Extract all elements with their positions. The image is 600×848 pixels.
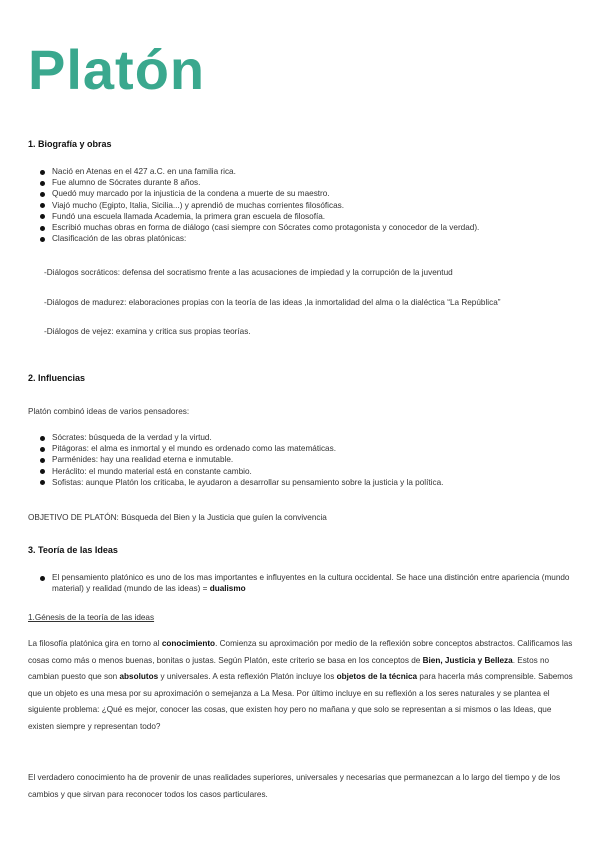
list-item: Escribió muchas obras en forma de diálogo (casi siempre con Sócrates como protagonista y conocedor de la verdad).: [40, 222, 479, 233]
bullet-icon: [40, 458, 45, 463]
bullet-icon: [40, 181, 45, 186]
list-item: Parménides: hay una realidad eterna e inmutable.: [40, 454, 443, 465]
list-item: Sócrates: búsqueda de la verdad y la virtud.: [40, 432, 443, 443]
list-item: Clasificación de las obras platónicas:: [40, 233, 479, 244]
bullet-icon: [40, 214, 45, 219]
list-item: Fue alumno de Sócrates durante 8 años.: [40, 177, 479, 188]
dialogue-type-3: -Diálogos de vejez: examina y critica sus propias teorías.: [44, 327, 251, 336]
influences-list: [40, 432, 443, 488]
bullet-icon: [40, 226, 45, 231]
bullet-icon: [40, 436, 45, 441]
bullet-icon: [40, 237, 45, 242]
dialogue-type-2: -Diálogos de madurez: elaboraciones propias con la teoría de las ideas ,la inmortalidad del alma o la dialéctica “La República”: [44, 298, 501, 307]
dialogue-type-1: -Diálogos socráticos: defensa del socratismo frente a las acusaciones de impiedad y la corrupción de la juventud: [44, 268, 453, 277]
subsection-heading: 1.Génesis de la teoría de las ideas: [28, 613, 155, 622]
list-item: Nació en Atenas en el 427 a.C. en una familia rica.: [40, 166, 479, 177]
bullet-icon: [40, 203, 45, 208]
list-item: Heráclito: el mundo material está en constante cambio.: [40, 466, 443, 477]
list-item: Pitágoras: el alma es inmortal y el mundo es ordenado como las matemáticas.: [40, 443, 443, 454]
paragraph-2: El verdadero conocimiento ha de provenir de unas realidades superiores, universales y necesarias que permanezcan a lo largo del tiempo y de los cambios y que sirvan para reconocer todos los casos particulares.: [28, 773, 561, 799]
section-heading-2: 2. Influencias: [28, 373, 86, 383]
section-heading-1: 1. Biografía y obras: [28, 139, 112, 149]
list-item: Sofistas: aunque Platón los criticaba, le ayudaron a desarrollar su pensamiento sobre la justicia y la política.: [40, 477, 443, 488]
influences-intro: Platón combinó ideas de varios pensadores:: [28, 407, 190, 416]
bullet-icon: [40, 447, 45, 452]
list-item: Viajó mucho (Egipto, Italia, Sicilia...) y aprendió de muchas corrientes filosóficas.: [40, 200, 479, 211]
bullet-icon: [40, 469, 45, 474]
bullet-icon: [40, 576, 45, 581]
list-item: El pensamiento platónico es uno de los mas importantes e influyentes en la cultura occidental. Se hace una distinción entre apariencia (mundo material) y realidad (mundo de las ideas) = dualismo: [40, 572, 570, 594]
ideas-list: [40, 572, 570, 594]
bio-list: [40, 166, 479, 244]
bullet-icon: [40, 480, 45, 485]
paragraph-1: La filosofía platónica gira en torno al conocimiento. Comienza su aproximación por medio de la reflexión sobre conceptos abstractos. Calificamos las cosas como más o menos buenas, bonitas o justas. Según Platón, este criterio se basa en los conceptos de Bien, Justicia y Belleza. Estos no cambian puesto que son absolutos y universales. A esta reflexión Platón incluye los objetos de la técnica para hacerla más comprensible. Sabemos que un objeto es una mesa por su aproximación o semejanza a La Mesa. Por último incluye en su reflexión a los seres naturales y se plantea el siguiente problema: ¿Qué es mejor, conocer las cosas, que existen hoy pero no mañana y que solo se representan a si mismos o las Ideas, que existen siempre y representan todo?: [28, 639, 573, 731]
section-heading-3: 3. Teoría de las Ideas: [28, 545, 118, 555]
bullet-icon: [40, 170, 45, 175]
bullet-icon: [40, 192, 45, 197]
objective-text: OBJETIVO DE PLATÓN: Búsqueda del Bien y la Justicia que guíen la convivencia: [28, 513, 327, 522]
page-title: Platón: [28, 38, 206, 101]
list-item: Fundó una escuela llamada Academia, la primera gran escuela de filosofía.: [40, 211, 479, 222]
list-item: Quedó muy marcado por la injusticia de la condena a muerte de su maestro.: [40, 188, 479, 199]
